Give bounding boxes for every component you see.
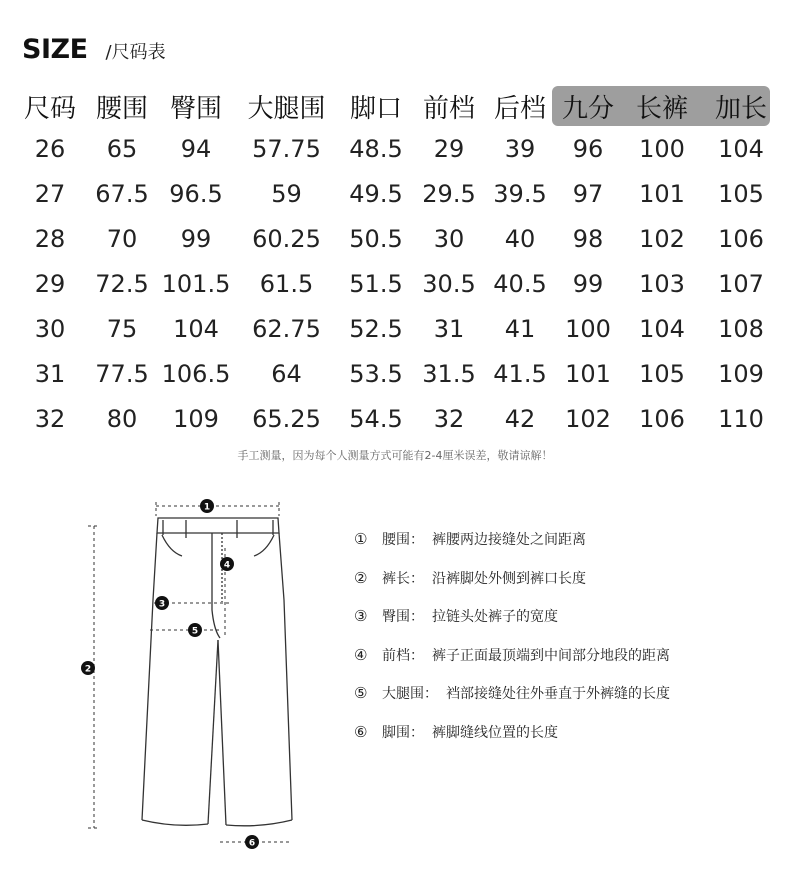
marker-1: 1 xyxy=(203,502,211,513)
table-cell: 96 xyxy=(572,134,604,163)
table-cell: 39 xyxy=(504,134,536,163)
table-cell: 64 xyxy=(271,359,302,388)
table-cell: 109 xyxy=(173,404,219,433)
table-cell: 99 xyxy=(180,224,212,253)
table-cell: 100 xyxy=(639,134,685,163)
table-cell: 41.5 xyxy=(493,359,547,388)
table-cell: 104 xyxy=(639,314,685,343)
table-row xyxy=(14,351,779,396)
table-header-row xyxy=(14,86,779,126)
table-cell: 75 xyxy=(106,314,138,343)
table-cell: 29.5 xyxy=(422,179,476,208)
table-cell: 27 xyxy=(34,179,66,208)
legend-item xyxy=(354,674,670,713)
legend-number: ⑤ xyxy=(354,684,368,703)
table-cell: 40 xyxy=(504,224,536,253)
table-cell: 48.5 xyxy=(349,134,403,163)
table-cell: 106.5 xyxy=(161,359,231,388)
legend-description: 裆部接缝处往外垂直于外裤缝的长度 xyxy=(446,686,670,703)
col-header-back-rise: 后档 xyxy=(493,93,546,124)
table-row xyxy=(14,126,779,171)
col-header-size: 尺码 xyxy=(23,93,76,124)
legend-number: ④ xyxy=(354,645,368,664)
table-cell: 80 xyxy=(106,404,138,433)
legend-number: ② xyxy=(354,568,368,587)
col-header-waist: 腰围 xyxy=(95,93,148,124)
table-cell: 96.5 xyxy=(169,179,223,208)
table-cell: 28 xyxy=(34,224,66,253)
legend-description: 裤脚缝线位置的长度 xyxy=(432,724,558,741)
legend-name: 大腿围： xyxy=(382,686,438,703)
table-cell: 32 xyxy=(433,404,465,433)
table-cell: 100 xyxy=(565,314,611,343)
table-cell: 109 xyxy=(718,359,764,388)
table-cell: 99 xyxy=(572,269,604,298)
table-row xyxy=(14,216,779,261)
table-row xyxy=(14,171,779,216)
marker-4: 4 xyxy=(223,560,231,571)
col-header-front-rise: 前档 xyxy=(422,93,475,124)
table-cell: 51.5 xyxy=(349,269,403,298)
left-outseam xyxy=(142,533,157,820)
size-chart-subtitle: /尺码表 xyxy=(105,42,166,63)
legend-item xyxy=(354,520,670,559)
waistband-outline xyxy=(157,518,279,533)
table-cell: 72.5 xyxy=(95,269,149,298)
table-cell: 29 xyxy=(433,134,465,163)
table-row xyxy=(14,306,779,351)
table-cell: 105 xyxy=(639,359,685,388)
table-cell: 42 xyxy=(504,404,536,433)
table-cell: 57.75 xyxy=(252,134,321,163)
table-cell: 94 xyxy=(180,134,212,163)
table-cell: 104 xyxy=(173,314,219,343)
table-cell: 65.25 xyxy=(252,404,321,433)
table-cell: 54.5 xyxy=(349,404,403,433)
table-cell: 103 xyxy=(639,269,685,298)
table-cell: 41 xyxy=(504,314,536,343)
zipper-fly xyxy=(212,533,220,638)
table-cell: 102 xyxy=(565,404,611,433)
table-cell: 49.5 xyxy=(349,179,403,208)
marker-3: 3 xyxy=(158,599,166,610)
table-row xyxy=(14,396,779,441)
table-cell: 26 xyxy=(34,134,66,163)
table-cell: 31 xyxy=(34,359,66,388)
table-cell: 105 xyxy=(718,179,764,208)
table-cell: 30 xyxy=(34,314,66,343)
legend-name: 臀围： xyxy=(382,609,424,626)
table-cell: 31 xyxy=(433,314,465,343)
table-cell: 59 xyxy=(271,179,302,208)
measurement-note: 手工测量，因为每个人测量方式可能有2-4厘米误差，敬请谅解！ xyxy=(237,449,553,462)
legend-number: ③ xyxy=(354,607,368,626)
legend-item xyxy=(354,713,670,752)
col-header-ninth-length: 九分 xyxy=(561,93,614,124)
table-cell: 30 xyxy=(433,224,465,253)
right-inseam xyxy=(218,640,226,825)
right-outseam xyxy=(279,533,292,820)
table-cell: 98 xyxy=(572,224,604,253)
col-header-extra-long: 加长 xyxy=(714,93,767,124)
legend-name: 脚围： xyxy=(382,724,424,741)
legend-description: 裤腰两边接缝处之间距离 xyxy=(432,532,586,549)
table-cell: 106 xyxy=(639,404,685,433)
table-cell: 29 xyxy=(34,269,66,298)
table-cell: 106 xyxy=(718,224,764,253)
size-table xyxy=(14,86,779,441)
measurement-legend xyxy=(354,520,670,751)
table-cell: 53.5 xyxy=(349,359,403,388)
legend-description: 裤子正面最顶端到中间部分地段的距离 xyxy=(432,647,670,664)
size-title: SIZE xyxy=(22,34,88,65)
table-cell: 104 xyxy=(718,134,764,163)
legend-description: 沿裤脚处外侧到裤口长度 xyxy=(432,570,586,587)
table-cell: 60.25 xyxy=(252,224,321,253)
table-cell: 110 xyxy=(718,404,764,433)
table-cell: 102 xyxy=(639,224,685,253)
table-cell: 31.5 xyxy=(422,359,476,388)
table-cell: 77.5 xyxy=(95,359,149,388)
table-cell: 40.5 xyxy=(493,269,547,298)
legend-name: 腰围： xyxy=(382,532,424,549)
legend-name: 前档： xyxy=(382,647,424,664)
legend-item xyxy=(354,597,670,636)
col-header-thigh: 大腿围 xyxy=(247,93,326,124)
table-cell: 30.5 xyxy=(422,269,476,298)
table-cell: 101 xyxy=(565,359,611,388)
legend-name: 裤长： xyxy=(382,570,424,587)
table-cell: 39.5 xyxy=(493,179,547,208)
table-cell: 67.5 xyxy=(95,179,149,208)
left-inseam xyxy=(208,640,218,824)
table-cell: 65 xyxy=(106,134,138,163)
table-cell: 32 xyxy=(34,404,66,433)
marker-6: 6 xyxy=(248,838,256,849)
table-cell: 61.5 xyxy=(259,269,314,298)
col-header-long-pants: 长裤 xyxy=(635,93,688,124)
legend-number: ① xyxy=(354,530,368,549)
table-cell: 101.5 xyxy=(161,269,231,298)
table-cell: 107 xyxy=(718,269,764,298)
pants-diagram xyxy=(70,490,320,860)
table-cell: 50.5 xyxy=(349,224,403,253)
table-cell: 108 xyxy=(718,314,764,343)
table-row xyxy=(14,261,779,306)
legend-item xyxy=(354,636,670,675)
legend-description: 拉链头处裤子的宽度 xyxy=(432,609,558,626)
right-hem xyxy=(226,820,292,826)
title-row xyxy=(22,34,166,70)
table-cell: 70 xyxy=(106,224,138,253)
marker-2: 2 xyxy=(84,664,92,675)
table-cell: 62.75 xyxy=(252,314,321,343)
legend-item xyxy=(354,559,670,598)
col-header-leg-opening: 脚口 xyxy=(349,93,402,124)
table-cell: 97 xyxy=(572,179,604,208)
marker-5: 5 xyxy=(191,626,199,637)
legend-number: ⑥ xyxy=(354,722,368,741)
col-header-hip: 臀围 xyxy=(169,93,222,124)
left-hem xyxy=(142,820,208,825)
table-cell: 101 xyxy=(639,179,685,208)
table-cell: 52.5 xyxy=(349,314,403,343)
